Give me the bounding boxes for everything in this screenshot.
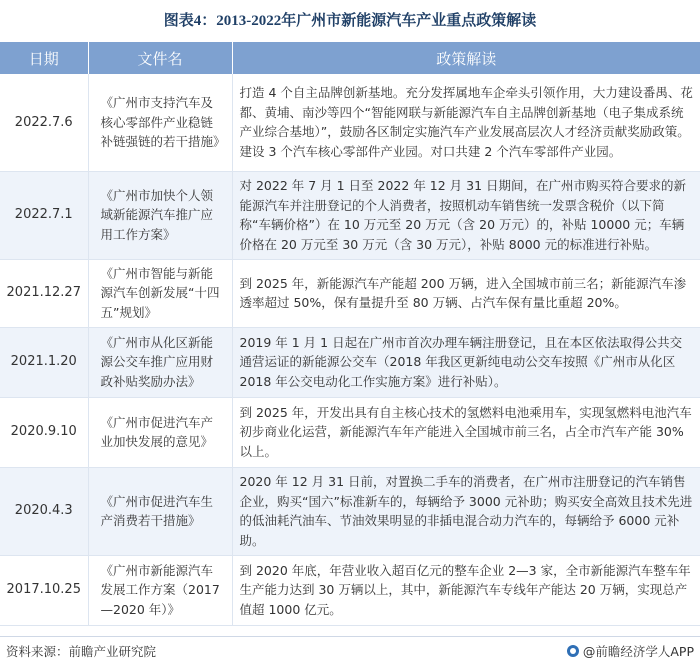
row-document: 《广州市智能与新能源汽车创新发展“十四五”规划》 [88,259,232,327]
row-date: 2021.1.20 [0,327,88,397]
brand-text: @前瞻经济学人APP [582,644,694,659]
table-row [0,327,700,397]
brand-logo-icon [567,645,579,657]
row-date: 2022.7.1 [0,171,88,259]
row-date: 2020.9.10 [0,397,88,467]
header-policy: 政策解读 [232,42,700,74]
row-document: 《广州市加快个人领域新能源汽车推广应用工作方案》 [88,171,232,259]
row-document: 《广州市支持汽车及核心零部件产业稳链补链强链的若干措施》 [88,74,232,171]
table-header-row [0,42,700,74]
row-policy: 2020 年 12 月 31 日前，对置换二手车的消费者，在广州市注册登记的汽车销售企业，购买“国六”标准新车的，每辆给予 3000 元补助；购买安全高效且技术先进的低油耗汽油车、节油效果明显的非插电混合动力汽车的，每辆给予 6000 元补助。 [232,467,700,555]
row-date: 2020.4.3 [0,467,88,555]
header-document: 文件名 [88,42,232,74]
policy-table [0,42,700,626]
row-policy: 到 2025 年，新能源汽车产能超 200 万辆，进入全国城市前三名；新能源汽车渗透率超过 50%，保有量提升至 80 万辆、占汽车保有量比重超 20%。 [232,259,700,327]
footer [0,636,700,665]
row-date: 2022.7.6 [0,74,88,171]
table-row [0,467,700,555]
row-document: 《广州市从化区新能源公交车推广应用财政补贴奖励办法》 [88,327,232,397]
header-date: 日期 [0,42,88,74]
row-document: 《广州市促进汽车生产消费若干措施》 [88,467,232,555]
row-policy: 对 2022 年 7 月 1 日至 2022 年 12 月 31 日期间，在广州市购买符合要求的新能源汽车并注册登记的个人消费者，按照机动车销售统一发票含税价（以下简称“车辆价格”）在 10 万元至 20 万元（含 20 万元）的，补贴 10000 元；车辆价格在 20 万元至 30 万元（含 30 万元），补贴 8000 元的标准进行补贴。 [232,171,700,259]
page-title: 图表4：2013-2022年广州市新能源汽车产业重点政策解读 [163,12,537,29]
row-policy: 到 2025 年，开发出具有自主核心技术的氢燃料电池乘用车，实现氢燃料电池汽车初步商业化运营，新能源汽车年产能进入全国城市前三名，占全市汽车产能 30%以上。 [232,397,700,467]
row-date: 2017.10.25 [0,555,88,625]
row-policy: 2019 年 1 月 1 日起在广州市首次办理车辆注册登记，且在本区依法取得公共交通营运证的新能源公交车（2018 年我区更新纯电动公交车按照《广州市从化区 2018 年公交电动化工作实施方案》进行补贴）。 [232,327,700,397]
table-row [0,171,700,259]
row-policy: 打造 4 个自主品牌创新基地。充分发挥属地车企牵头引领作用，大力建设番禺、花都、黄埔、南沙等四个“智能网联与新能源汽车自主品牌创新基地（电子集成系统产业综合基地）”，鼓励各区制定实施汽车产业发展高层次人才经济贡献奖励政策。建设 3 个汽车核心零部件产业园。对口共建 2 个汽车零部件产业园。 [232,74,700,171]
row-document: 《广州市促进汽车产业加快发展的意见》 [88,397,232,467]
table-row [0,74,700,171]
brand-credit [567,642,700,660]
row-document: 《广州市新能源汽车发展工作方案（2017—2020 年）》 [88,555,232,625]
row-date: 2021.12.27 [0,259,88,327]
table-row [0,397,700,467]
table-row [0,259,700,327]
table-row [0,555,700,625]
source-note: 资料来源：前瞻产业研究院 [6,644,157,659]
row-policy: 到 2020 年底，年营业收入超百亿元的整车企业 2—3 家，全市新能源汽车整车年生产能力达到 30 万辆以上，其中，新能源汽车专线年产能达 20 万辆，实现总产值超 1000 亿元。 [232,555,700,625]
